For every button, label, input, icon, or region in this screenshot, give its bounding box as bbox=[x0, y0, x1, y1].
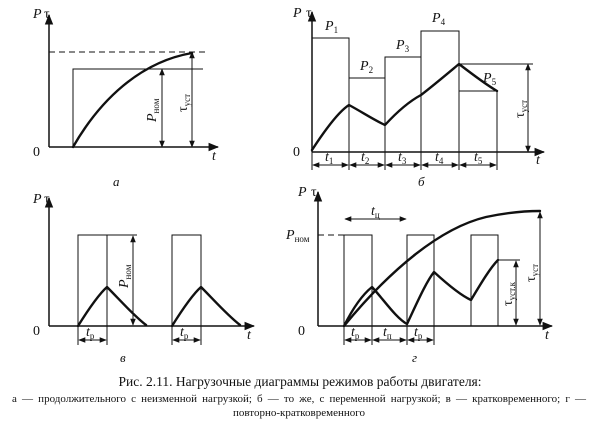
panel-g-tc-label: tц bbox=[371, 204, 380, 220]
panel-v-tp-label-1: tр bbox=[86, 325, 95, 341]
panel-a bbox=[32, 7, 218, 189]
panel-b-load-label-1: P1 bbox=[325, 19, 339, 35]
panel-g-tp-label-1: tр bbox=[351, 325, 360, 341]
panel-b-p-label: P bbox=[293, 6, 302, 21]
panel-b-interval-label-5: t5 bbox=[474, 150, 483, 166]
panel-g-intermittent-temp-curve bbox=[344, 260, 498, 326]
figure-caption bbox=[0, 374, 600, 420]
panel-v-p-label: P bbox=[33, 192, 42, 207]
panel-b-load-label-3: P3 bbox=[396, 38, 410, 54]
panel-a-tau-label: τ bbox=[44, 7, 50, 22]
panel-a-tauust-label: τуст bbox=[176, 93, 192, 112]
panel-g-t-label: t bbox=[545, 328, 549, 343]
panel-b-tauust-label: τуст bbox=[513, 99, 529, 118]
panel-g-steady-heating-curve bbox=[344, 211, 540, 326]
panel-v-id: в bbox=[120, 350, 126, 365]
panel-g-pnom-label: Pном bbox=[286, 228, 310, 244]
panel-b-origin: 0 bbox=[293, 145, 300, 160]
panel-b-interval-label-1: t1 bbox=[325, 150, 334, 166]
panel-b-load-label-4: P4 bbox=[432, 11, 446, 27]
panel-v-t-label: t bbox=[247, 328, 251, 343]
panel-v-temp-curve-1 bbox=[78, 287, 146, 326]
panel-v-load-pulse-2 bbox=[172, 235, 201, 326]
panel-v-tp-label-2: tр bbox=[180, 325, 189, 341]
panel-g-tauust-label: τуст bbox=[524, 263, 540, 282]
panel-g-id: г bbox=[412, 350, 418, 365]
panel-b-load-label-2: P2 bbox=[360, 59, 374, 75]
panel-b-load-label-5: P5 bbox=[483, 71, 497, 87]
panel-b-t-label: t bbox=[536, 153, 540, 168]
panel-b-interval-label-2: t2 bbox=[361, 150, 370, 166]
panel-g-p-label: P bbox=[298, 185, 307, 200]
panel-b-interval-label-3: t3 bbox=[398, 150, 407, 166]
panel-g-tauustk-label: τуст.к bbox=[501, 281, 517, 306]
panel-a-heating-curve bbox=[73, 53, 192, 147]
panel-a-id: а bbox=[113, 174, 120, 189]
panel-v-tau-label: τ bbox=[44, 192, 50, 207]
panel-b-tau-label: τ bbox=[306, 6, 312, 21]
caption-body: а — продолжительного с неизменной нагрузкой; б — то же, с переменной нагрузкой; в — кратковременного; г — повторно-кратковременного bbox=[12, 393, 586, 419]
panel-g-tau-label: τ bbox=[311, 185, 317, 200]
panel-b bbox=[292, 6, 544, 189]
panel-a-t-label: t bbox=[212, 149, 216, 164]
panel-g-load-pulse-3 bbox=[471, 235, 498, 326]
panel-v-load-pulse-1 bbox=[78, 235, 107, 326]
panel-b-temperature-curve bbox=[312, 64, 497, 150]
panel-a-p-label: P bbox=[33, 7, 42, 22]
panel-a-origin: 0 bbox=[33, 145, 40, 160]
panel-v-temp-curve-2 bbox=[172, 287, 240, 326]
panel-g-origin: 0 bbox=[298, 324, 305, 339]
panel-a-pnom-label: Pном bbox=[145, 98, 161, 122]
panel-b-interval-label-4: t4 bbox=[435, 150, 444, 166]
panel-g bbox=[285, 185, 552, 365]
panel-b-id: б bbox=[418, 174, 425, 189]
panel-g-load-pulse-1 bbox=[344, 235, 372, 326]
panel-v-origin: 0 bbox=[33, 324, 40, 339]
panel-g-tp-label-2: tр bbox=[414, 325, 423, 341]
panel-g-tn-label: tп bbox=[383, 325, 392, 341]
panel-v bbox=[32, 192, 254, 365]
caption-title: Рис. 2.11. Нагрузочные диаграммы режимов работы двигателя: bbox=[118, 374, 482, 389]
panel-v-pnom-label: Pном bbox=[117, 264, 133, 288]
panel-g-load-pulse-2 bbox=[407, 235, 434, 326]
